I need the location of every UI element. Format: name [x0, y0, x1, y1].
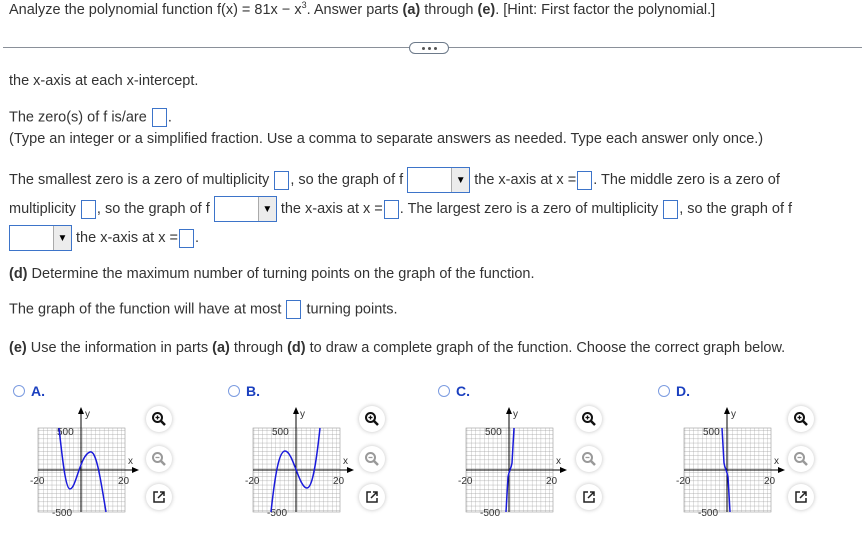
header-text: Analyze the polynomial function f(x) = 81x − x — [9, 1, 302, 18]
svg-text:x: x — [128, 456, 133, 467]
text: , so the graph of f — [290, 171, 404, 188]
part-e-ref: (e) — [477, 1, 496, 18]
expand-icon[interactable] — [359, 484, 385, 510]
option-label: A. — [31, 383, 45, 400]
svg-text:-500: -500 — [267, 508, 288, 517]
option-label: C. — [456, 383, 470, 400]
part-d-label: (d) — [9, 266, 28, 282]
zoom-out-icon[interactable] — [359, 446, 385, 472]
svg-text:x: x — [343, 456, 348, 467]
option-b-radio[interactable] — [228, 383, 260, 399]
part-e-label: (e) — [9, 340, 27, 356]
text: , so the graph of f — [679, 200, 793, 217]
part-d-question — [9, 266, 535, 282]
svg-text:500: 500 — [703, 427, 720, 438]
text: Determine the maximum number of turning points on the graph of the function. — [27, 266, 535, 282]
dropdown-arrow-icon: ▼ — [258, 197, 276, 221]
option-d-radio[interactable] — [658, 383, 690, 399]
prior-text: the x-axis at each x-intercept. — [9, 73, 199, 89]
svg-text:-20: -20 — [30, 476, 45, 487]
option-c-radio[interactable] — [438, 383, 470, 399]
more-button[interactable] — [409, 42, 449, 54]
svg-text:y: y — [300, 409, 305, 420]
svg-text:x: x — [556, 456, 561, 467]
smallest-multiplicity-input[interactable] — [274, 171, 289, 190]
multiplicity-line-2 — [9, 196, 792, 222]
radio-icon — [13, 385, 25, 397]
smallest-behavior-dropdown[interactable] — [407, 167, 470, 193]
expand-icon[interactable] — [146, 484, 172, 510]
largest-behavior-dropdown[interactable] — [9, 225, 72, 251]
graph-a — [30, 405, 142, 517]
svg-text:500: 500 — [272, 427, 289, 438]
zoom-in-icon[interactable] — [576, 406, 602, 432]
zeros-prompt: The zero(s) of f is/are — [9, 109, 147, 126]
multiplicity-line-1 — [9, 167, 780, 193]
svg-text:-500: -500 — [52, 508, 73, 517]
svg-text:500: 500 — [485, 427, 502, 438]
zeros-input[interactable] — [152, 108, 167, 127]
graph-b — [245, 405, 357, 517]
radio-icon — [438, 385, 450, 397]
smallest-x-input[interactable] — [577, 171, 592, 190]
dot-icon — [422, 47, 425, 50]
zeros-hint: (Type an integer or a simplified fraction. Use a comma to separate answers as needed. Type each answer only once.) — [9, 131, 764, 147]
svg-text:-20: -20 — [458, 476, 473, 487]
expand-icon[interactable] — [576, 484, 602, 510]
multiplicity-line-3 — [9, 225, 199, 251]
zeros-line — [9, 108, 172, 127]
option-label: B. — [246, 383, 260, 400]
problem-header — [9, 0, 715, 18]
svg-text:x: x — [774, 456, 779, 467]
text: multiplicity — [9, 200, 76, 217]
dropdown-arrow-icon: ▼ — [451, 168, 469, 192]
zoom-out-icon[interactable] — [576, 446, 602, 472]
text: Use the information in parts — [26, 340, 213, 356]
svg-text:20: 20 — [764, 476, 776, 487]
part-a-ref: (a) — [212, 340, 230, 356]
graph-c — [458, 405, 570, 517]
part-d-answer — [9, 300, 398, 319]
header-text: . [Hint: First factor the polynomial.] — [495, 1, 716, 18]
svg-text:y: y — [513, 409, 518, 420]
text: , so the graph of f — [96, 200, 210, 217]
dropdown-arrow-icon: ▼ — [53, 226, 71, 250]
radio-icon — [658, 385, 670, 397]
exponent: 3 — [301, 0, 307, 10]
expand-icon[interactable] — [788, 484, 814, 510]
svg-text:20: 20 — [546, 476, 558, 487]
text: . — [194, 229, 200, 246]
dot-icon — [428, 47, 431, 50]
part-a-ref: (a) — [402, 1, 421, 18]
largest-x-input[interactable] — [179, 229, 194, 248]
text: . The largest zero is a zero of multiplicity — [399, 200, 659, 217]
svg-text:y: y — [731, 409, 736, 420]
text: through — [229, 340, 288, 356]
header-text: through — [420, 1, 478, 18]
svg-text:20: 20 — [118, 476, 130, 487]
part-d-ref: (d) — [287, 340, 306, 356]
option-a-radio[interactable] — [13, 383, 45, 399]
svg-text:500: 500 — [57, 427, 74, 438]
text: the x-axis at x = — [76, 229, 178, 246]
text: the x-axis at x = — [474, 171, 577, 188]
middle-behavior-dropdown[interactable] — [214, 196, 277, 222]
zoom-in-icon[interactable] — [788, 406, 814, 432]
svg-text:-20: -20 — [245, 476, 260, 487]
period: . — [167, 109, 172, 126]
text: The graph of the function will have at most — [9, 301, 282, 318]
zoom-out-icon[interactable] — [146, 446, 172, 472]
header-text: . Answer parts — [306, 1, 403, 18]
zoom-in-icon[interactable] — [359, 406, 385, 432]
text: The smallest zero is a zero of multiplicity — [9, 171, 270, 188]
zoom-in-icon[interactable] — [146, 406, 172, 432]
zoom-out-icon[interactable] — [788, 446, 814, 472]
dot-icon — [434, 47, 437, 50]
part-e-question — [9, 340, 785, 356]
turning-points-input[interactable] — [286, 300, 301, 319]
svg-text:y: y — [85, 409, 90, 420]
svg-text:-500: -500 — [698, 508, 719, 517]
text: turning points. — [306, 301, 398, 318]
radio-icon — [228, 385, 240, 397]
middle-x-input[interactable] — [384, 200, 399, 219]
svg-text:20: 20 — [333, 476, 345, 487]
graph-d — [676, 405, 788, 517]
text: to draw a complete graph of the function. Choose the correct graph below. — [305, 340, 786, 356]
svg-text:-20: -20 — [676, 476, 691, 487]
svg-text:-500: -500 — [480, 508, 501, 517]
middle-multiplicity-input[interactable] — [81, 200, 96, 219]
largest-multiplicity-input[interactable] — [663, 200, 678, 219]
option-label: D. — [676, 383, 690, 400]
text: . The middle zero is a zero of — [593, 171, 780, 188]
text: the x-axis at x = — [280, 200, 383, 217]
